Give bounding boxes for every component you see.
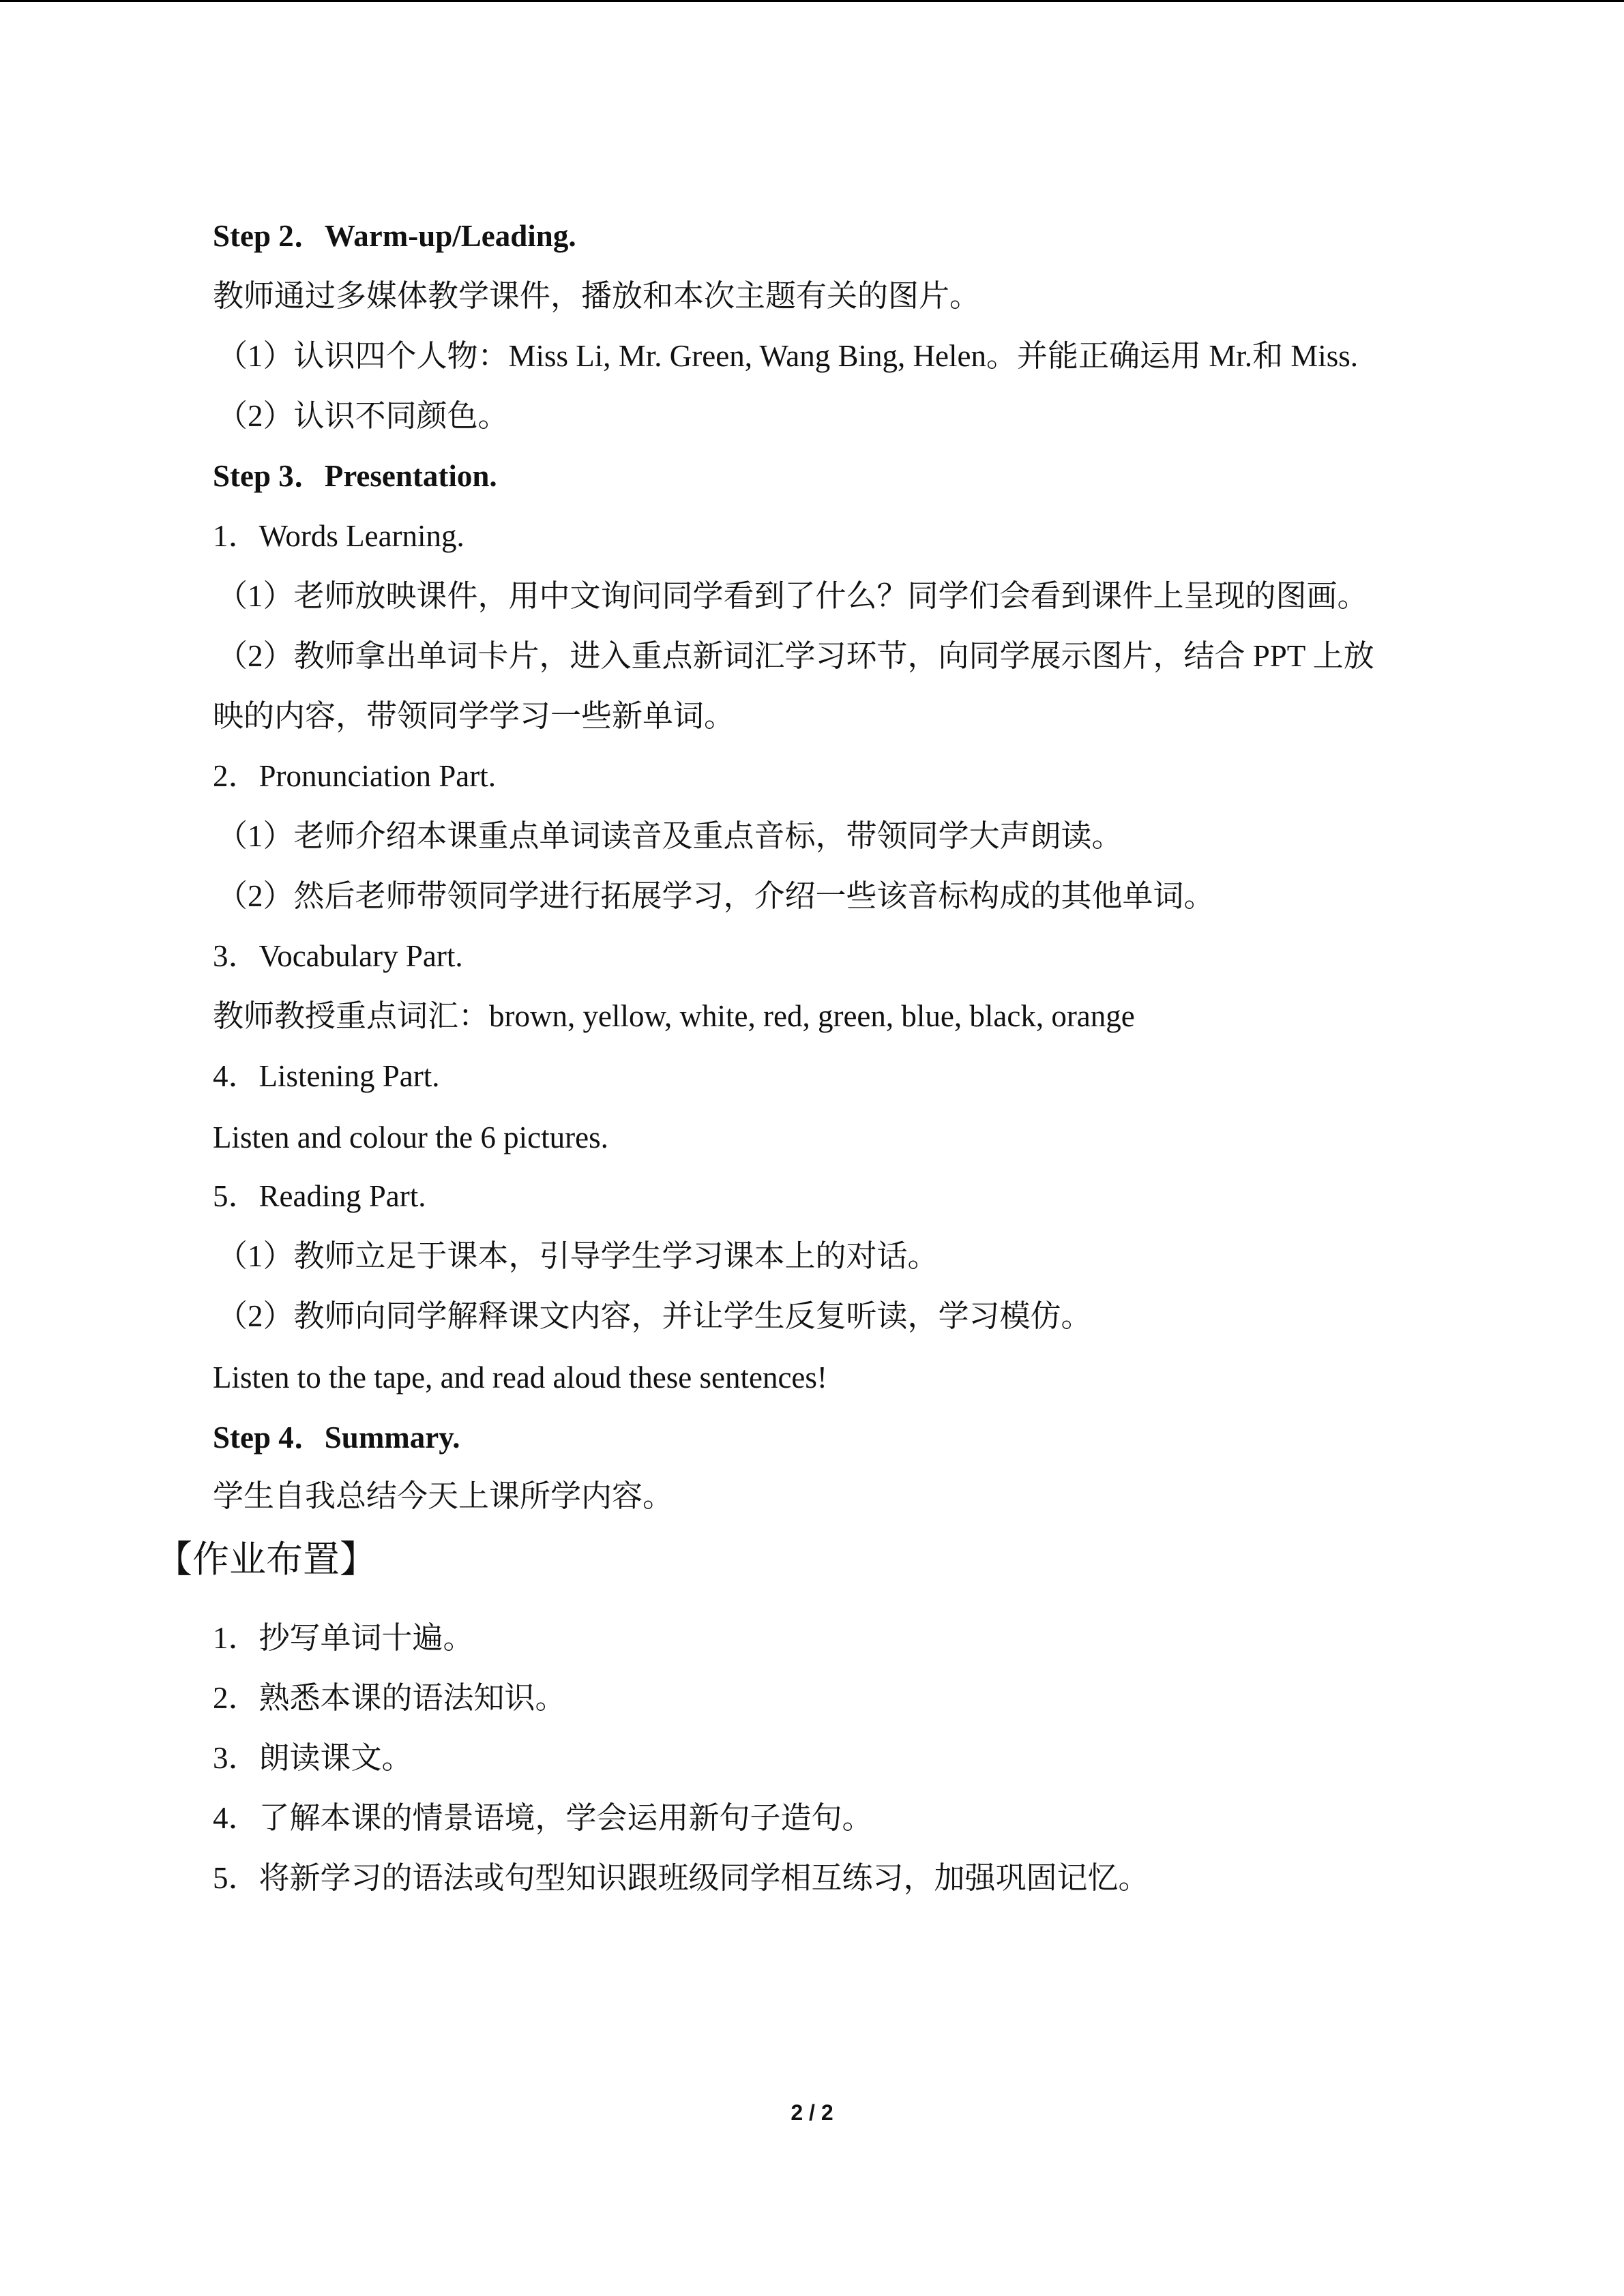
- words-item-2-line-2: 映的内容，带领同学学习一些新单词。: [213, 699, 735, 733]
- homework-heading: 【作业布置】: [156, 1538, 377, 1581]
- step4-text: 学生自我总结今天上课所学内容。: [213, 1479, 674, 1513]
- words-item-2-line-1: （2）教师拿出单词卡片，进入重点新词汇学习环节，向同学展示图片，结合 PPT 上放: [217, 639, 1374, 673]
- homework-item-1: 1．抄写单词十遍。: [213, 1621, 474, 1655]
- homework-item-2: 2．熟悉本课的语法知识。: [213, 1681, 566, 1715]
- step3-heading: Step 3．Presentation.: [213, 459, 497, 493]
- reading-heading: 5．Reading Part.: [213, 1179, 426, 1213]
- pronunciation-heading: 2．Pronunciation Part.: [213, 759, 496, 793]
- page-number: 2 / 2: [791, 2100, 833, 2125]
- pronunciation-item-1: （1）老师介绍本课重点单词读音及重点音标，带领同学大声朗读。: [217, 819, 1123, 853]
- reading-item-1: （1）教师立足于课本，引导学生学习课本上的对话。: [217, 1239, 939, 1273]
- step2-item-2: （2）认识不同颜色。: [217, 399, 509, 433]
- vocabulary-heading: 3．Vocabulary Part.: [213, 939, 463, 973]
- step2-item-1: （1）认识四个人物：Miss Li, Mr. Green, Wang Bing, Helen。并能正确运用 Mr.和 Miss.: [217, 339, 1359, 373]
- step4-heading: Step 4．Summary.: [213, 1420, 460, 1455]
- step2-heading: Step 2．Warm-up/Leading.: [213, 219, 576, 253]
- homework-item-4: 4．了解本课的情景语境，学会运用新句子造句。: [213, 1801, 873, 1835]
- reading-text: Listen to the tape, and read aloud these sentences!: [213, 1360, 827, 1395]
- homework-item-3: 3．朗读课文。: [213, 1741, 413, 1775]
- vocabulary-text: 教师教授重点词汇：brown, yellow, white, red, green, blue, black, orange: [213, 999, 1135, 1033]
- listening-text: Listen and colour the 6 pictures.: [213, 1120, 608, 1154]
- pronunciation-item-2: （2）然后老师带领同学进行拓展学习，介绍一些该音标构成的其他单词。: [217, 879, 1215, 913]
- words-item-1: （1）老师放映课件，用中文询问同学看到了什么？同学们会看到课件上呈现的图画。: [217, 579, 1368, 613]
- words-learning-heading: 1．Words Learning.: [213, 519, 464, 553]
- reading-item-2: （2）教师向同学解释课文内容，并让学生反复听读，学习模仿。: [217, 1299, 1092, 1333]
- step2-intro: 教师通过多媒体教学课件，播放和本次主题有关的图片。: [213, 279, 981, 313]
- homework-item-5: 5．将新学习的语法或句型知识跟班级同学相互练习，加强巩固记忆。: [213, 1861, 1149, 1895]
- listening-heading: 4．Listening Part.: [213, 1059, 440, 1093]
